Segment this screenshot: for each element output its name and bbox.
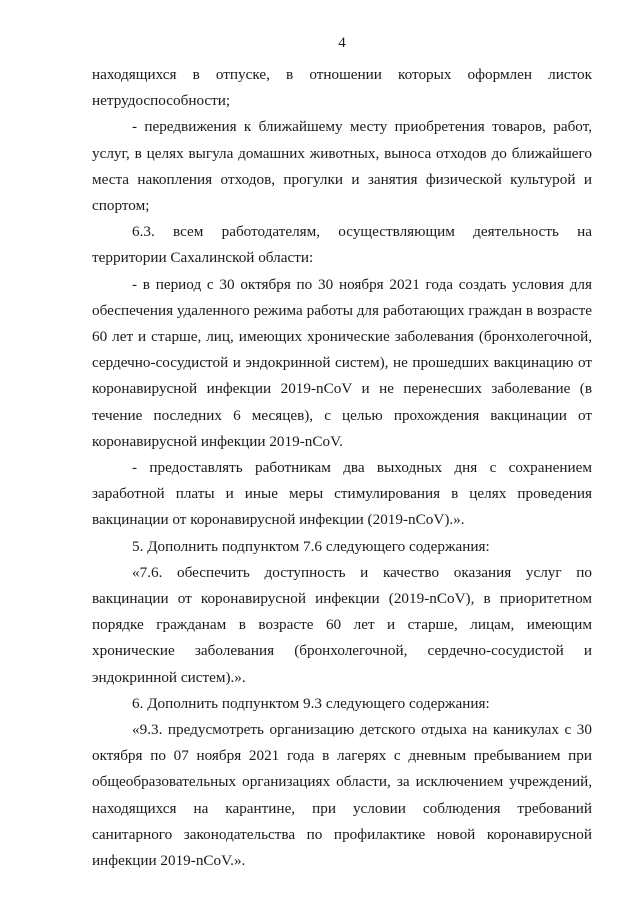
page-number: 4: [338, 35, 346, 51]
paragraph-9-3-children-rest: «9.3. предусмотреть организацию детского отдыха на каникулах с 30 октября по 07 ноября 2021 года в лагерях с дневным пребыванием при общеобразовательных организациях области, за исключением учреждений, находящихся на карантине, при условии соблюдения требований санитарного законодательства по профилактике новой коронавирусной инфекции 2019-nCoV.».: [92, 721, 592, 870]
paragraph-remote-work: - в период с 30 октября по 30 ноября 2021 года создать условия для обеспечения удаленного режима работы для работающих граждан в возрасте 60 лет и старше, лиц, имеющих хронические заболевания (бронхолегочной, сердечно-сосудистой и эндокринной систем), не прошедших вакцинацию от коронавирусной инфекции 2019-nCoV и не перенесших заболевание (в течение последних 6 месяцев), с целью прохождения вакцинации от коронавирусной инфекции 2019-nCoV.: [92, 275, 592, 450]
paragraph-item-5: 5. Дополнить подпунктом 7.6 следующего содержания:: [132, 537, 490, 555]
paragraph-7-6-vaccination: «7.6. обеспечить доступность и качество оказания услуг по вакцинации от коронавирусной инфекции (2019-nCoV), в приоритетном порядке гражданам в возрасте 60 лет и старше, лицам, имеющим хронические заболевания (бронхолегочной, сердечно-сосудистой и эндокринной систем).».: [92, 563, 592, 686]
paragraph-days-off: - предоставлять работникам два выходных дня с сохранением заработной платы и иные меры стимулирования в целях проведения вакцинации от коронавирусной инфекции (2019-nCoV).».: [92, 459, 592, 529]
document-body: [92, 62, 592, 874]
paragraph-movement-exception: - передвижения к ближайшему месту приобретения товаров, работ, услуг, в целях выгула домашних животных, выноса отходов до ближайшего места накопления отходов, прогулки и занятия физической культурой и спортом;: [92, 118, 592, 215]
paragraph-continuation: находящихся в отпуске, в отношении которых оформлен листок нетрудоспособности;: [92, 66, 592, 110]
paragraph-6-3-employers: 6.3. всем работодателям, осуществляющим деятельность на территории Сахалинской области:: [92, 223, 592, 267]
paragraph-item-6: 6. Дополнить подпунктом 9.3 следующего содержания:: [132, 694, 490, 712]
